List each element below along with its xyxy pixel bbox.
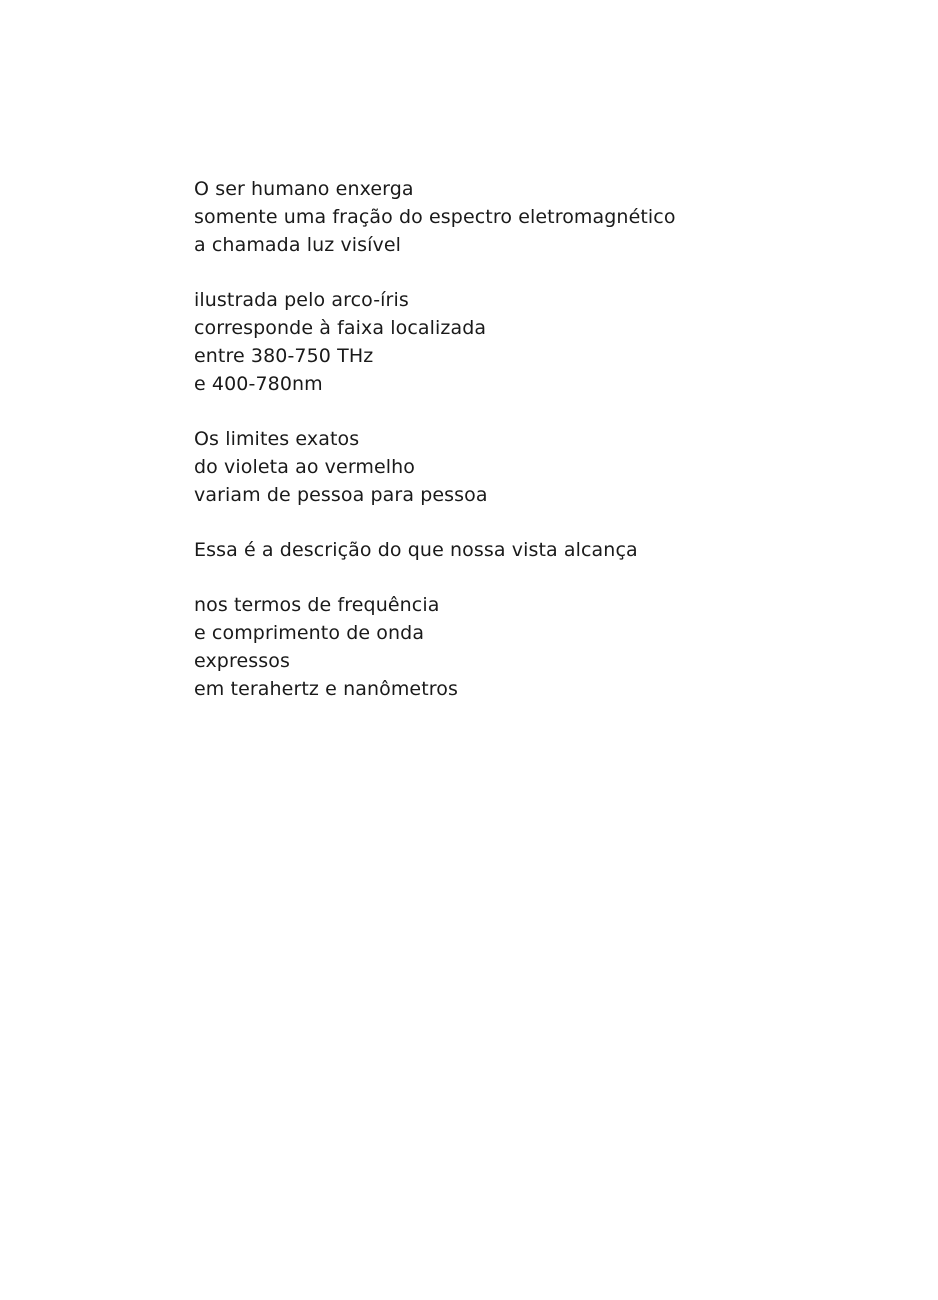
stanza-2 xyxy=(194,286,794,398)
stanza-3 xyxy=(194,425,794,509)
poem-line: e comprimento de onda xyxy=(194,622,425,644)
poem-line: expressos xyxy=(194,650,290,672)
poem-line: a chamada luz visível xyxy=(194,234,402,256)
poem-line: corresponde à faixa localizada xyxy=(194,317,487,339)
poem-line: Os limites exatos xyxy=(194,428,360,450)
stanza-4 xyxy=(194,536,794,564)
poem-line: entre 380-750 THz xyxy=(194,345,374,367)
poem-line: ilustrada pelo arco-íris xyxy=(194,289,409,311)
poem-line: Essa é a descrição do que nossa vista alcança xyxy=(194,539,638,561)
stanza-1 xyxy=(194,175,794,259)
poem-line: O ser humano enxerga xyxy=(194,178,414,200)
stanza-5 xyxy=(194,591,794,703)
poem-text xyxy=(194,175,794,730)
poem-line: em terahertz e nanômetros xyxy=(194,678,458,700)
poem-line: nos termos de frequência xyxy=(194,594,440,616)
poem-line: e 400-780nm xyxy=(194,373,323,395)
poem-line: somente uma fração do espectro eletromagnético xyxy=(194,206,676,228)
poem-line: do violeta ao vermelho xyxy=(194,456,416,478)
poem-line: variam de pessoa para pessoa xyxy=(194,484,488,506)
